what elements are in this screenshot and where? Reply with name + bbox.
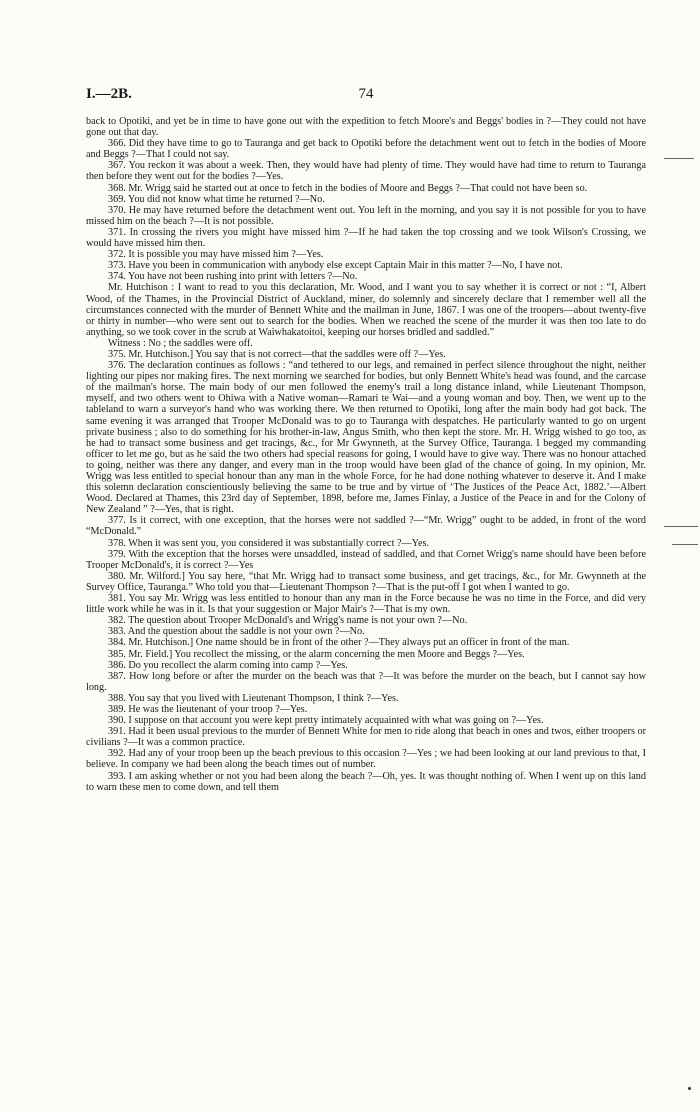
margin-mark: [672, 544, 698, 545]
paragraph: 381. You say Mr. Wrigg was less entitled to honour than any man in the Force because he was no time in the Force, and did very little work while he was in it. Is that your suggestion or Major Mair's ?—That is my own.: [86, 593, 646, 616]
page-header: [86, 86, 646, 108]
paragraph: 376. The declaration continues as follows : “and tethered to our legs, and remained in perfect silence throughout the night, neither lighting our pipes nor making fires. The next morning we searched for bodies, but only Bennett White's head was found, and the carcase of the mailman's horse. The main body of our men followed the enemy's trail a long distance inland, while Lieutenant Thompson, myself, and two others went to Ohiwa with a Native woman—Ramari te Wai—and a young woman and boy. Then, we went up to the tableland to warn a surveyor's hand who was working there. We then returned to Opotiki, long after the main body had got back. The same evening it was arranged that Trooper McDonald was to go to Tauranga with despatches. He particularly wanted to go on urgent private business ; also to do something for his brother-in-law, Angus Smith, who then kept the store. Mr. H. Wrigg wished to go too, as he had to transact some business and get tracings, &c., for Mr Gwynneth, at the Survey Office, Tauranga. I begged my commanding officer to let me go, but as he said the two others had special reasons for going, I would have to give way. There was no honour attached to going, neither was there any danger, and every man in the troop would have been glad of the chance of going. In my opinion, Mr. Wrigg was less entitled to special honour than any man in the whole Force, for he had done nothing whatever to deserve it. And I make this solemn declaration conscientiously believing the same to be true and by virtue of ‘The Justices of the Peace Act, 1882.’—Albert Wood. Declared at Thames, this 23rd day of September, 1898, before me, James Finlay, a Justice of the Peace in and for the Colony of New Zealand ” ?—Yes, that is right.: [86, 360, 646, 516]
document-body: [86, 116, 646, 793]
paragraph: 388. You say that you lived with Lieutenant Thompson, I think ?—Yes.: [108, 692, 399, 704]
paragraph: 392. Had any of your troop been up the beach previous to this occasion ?—Yes ; we had been looking at our land previous to that, I believe. In company we had been along the beach times out of number.: [86, 748, 646, 771]
paragraph: 370. He may have returned before the detachment went out. You left in the morning, and you say it is not possible for you to have missed him on the beach ?—It is not possible.: [86, 204, 646, 227]
paragraph: 377. Is it correct, with one exception, that the horses were not saddled ?—“Mr. Wrigg” ought to be added, in front of the word “McDonald.”: [86, 515, 646, 538]
paragraph: 369. You did not know what time he returned ?—No.: [108, 193, 325, 205]
paragraph: Witness : No ; the saddles were off.: [108, 337, 253, 349]
parliamentary-paper-reference: I.—2B.: [86, 86, 132, 102]
paragraph: 390. I suppose on that account you were kept pretty intimately acquainted with what was going on ?—Yes.: [108, 715, 544, 727]
paragraph: 367. You reckon it was about a week. Then, they would have had plenty of time. They would have had time to return to Tauranga then before they went out for the bodies ?—Yes.: [86, 160, 646, 183]
paragraph: 387. How long before or after the murder on the beach was that ?—It was before the murder on the beach, but I cannot say how long.: [86, 670, 646, 693]
margin-mark: [664, 526, 698, 527]
page-number: 74: [358, 86, 374, 102]
paragraph: 386. Do you recollect the alarm coming into camp ?—Yes.: [108, 659, 348, 671]
paragraph: 375. Mr. Hutchison.] You say that is not correct—that the saddles were off ?—Yes.: [108, 348, 446, 360]
paragraph: 378. When it was sent you, you considered it was substantially correct ?—Yes.: [108, 537, 430, 549]
paragraph: 391. Had it been usual previous to the murder of Bennett White for men to ride along that beach in ones and twos, either troopers or civilians ?—It was a common practice.: [86, 726, 646, 749]
paragraph: 380. Mr. Wilford.] You say here, “that Mr. Wrigg had to transact some business, and get tracings, &c., for Mr. Gwynneth at the Survey Office, Tauranga.” Who told you that—Lieutenant Thompson ?—That is the put-off I got when I wanted to go.: [86, 570, 646, 593]
paragraph: 389. He was the lieutenant of your troop ?—Yes.: [108, 703, 308, 715]
paragraph: 379. With the exception that the horses were unsaddled, instead of saddled, and that Cornet Wrigg's name should have been before Trooper McDonald's, it is correct ?—Yes: [86, 548, 646, 571]
paragraph: 385. Mr. Field.] You recollect the missing, or the alarm concerning the men Moore and Beggs ?—Yes.: [108, 648, 525, 660]
paragraph: 366. Did they have time to go to Tauranga and get back to Opotiki before the detachment went out to fetch in the bodies of Moore and Beggs ?—That I could not say.: [86, 138, 646, 161]
paragraph: 382. The question about Trooper McDonald's and Wrigg's name is not your own ?—No.: [108, 615, 468, 627]
margin-mark: [664, 158, 694, 159]
paragraph: 372. It is possible you may have missed him ?—Yes.: [108, 249, 324, 261]
paragraph: 371. In crossing the rivers you might have missed him ?—If he had taken the top crossing and we took Wilson's Crossing, we would have missed him then.: [86, 226, 646, 250]
paragraph: 383. And the question about the saddle is not your own ?—No.: [108, 626, 365, 638]
paragraph: 393. I am asking whether or not you had been along the beach ?—Oh, yes. It was thought nothing of. When I went up on this land to warn these men to come down, and tell them: [86, 770, 646, 793]
paragraph: back to Opotiki, and yet be in time to have gone out with the expedition to fetch Moore's and Beggs' bodies in ?—They could not have gone out that day.: [86, 116, 646, 139]
paragraph: 384. Mr. Hutchison.] One name should be in front of the other ?—They always put an officer in front of the man.: [108, 637, 570, 649]
paragraph: 374. You have not been rushing into print with letters ?—No.: [108, 271, 358, 283]
margin-dot: [688, 1087, 691, 1090]
paragraph: 373. Have you been in communication with anybody else except Captain Mair in this matter ?—No, I have not.: [108, 260, 563, 272]
paragraph: 368. Mr. Wrigg said he started out at once to fetch in the bodies of Moore and Beggs ?—That could not have been so.: [108, 182, 588, 194]
paragraph: Mr. Hutchison : I want to read to you this declaration, Mr. Wood, and I want you to say whether it is correct or not : “I, Albert Wood, of the Thames, in the Provincial District of Auckland, miner, do solemnly and sincerely declare that I remember well all the circumstances connected with the murder of Bennett White and the mailman in June, 1867. I was one of the troopers—about twenty-five or thirty in number—who were sent out to search for the bodies. When we reached the scene of the murder it was then too late to do anything, so we took cover in the scrub at Waiwhakatoitoi, keeping our horses bridled and saddled.”: [86, 282, 646, 338]
